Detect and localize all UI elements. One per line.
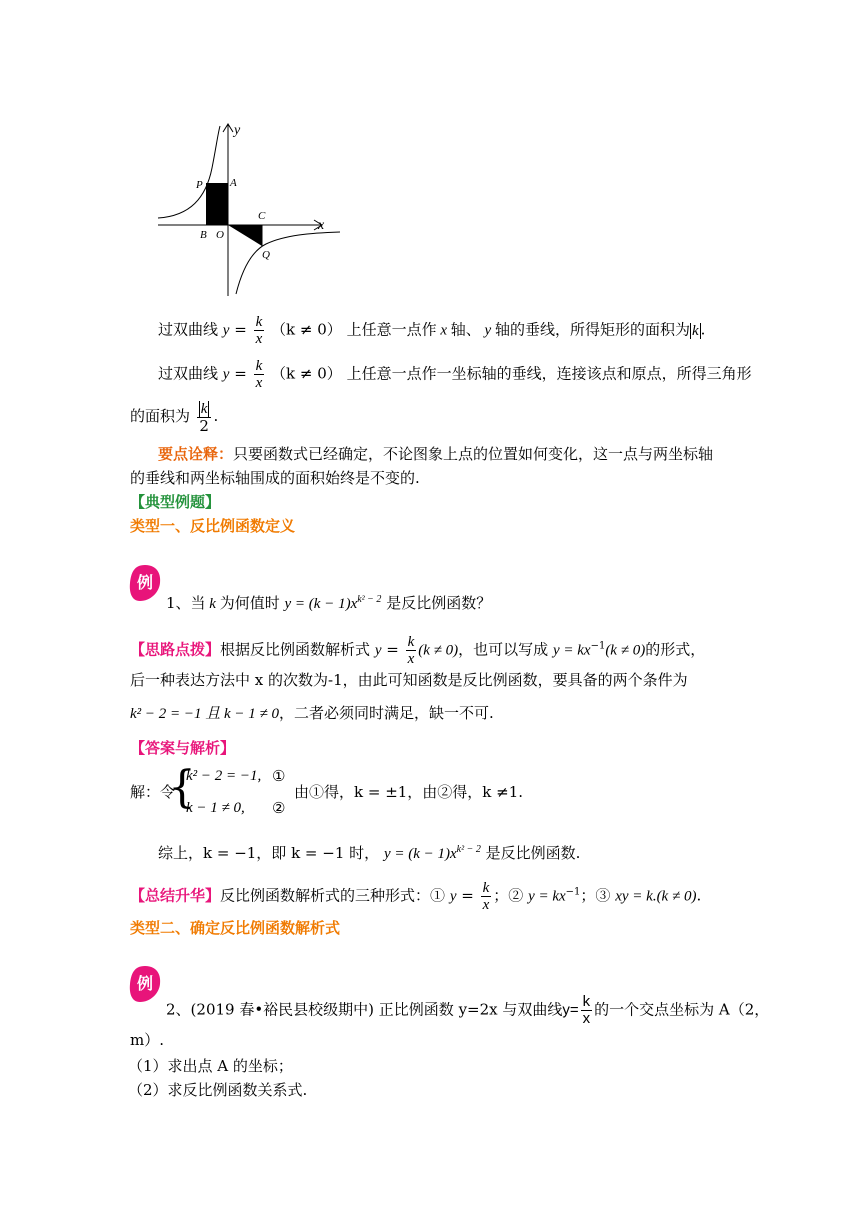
svg-text:例: 例 [137, 974, 154, 993]
point-q-label: Q [262, 249, 270, 261]
hyperbola-branch-lower [236, 232, 340, 294]
key-point-label: 要点诠释： [158, 445, 234, 463]
question-2-line2: m）. [130, 1031, 164, 1049]
paragraph-triangle-area-line2: 的面积为 $\frac{k}{2}$ . [130, 401, 219, 435]
y-axis-label: y [234, 123, 241, 138]
question-2-sub2: （2）求反比例函数关系式. [128, 1081, 308, 1099]
section-typical-examples: 【典型例题】 [130, 493, 221, 511]
fraction-k-over-x: $\frac{k}{x}$ [255, 314, 263, 347]
point-o-label: O [216, 229, 224, 241]
answer-label: 【答案与解析】 [130, 739, 236, 757]
point-b-label: B [200, 229, 207, 241]
example-badge-icon [128, 563, 162, 607]
hint-line2: 后一种表达方法中 x 的次数为-1，由此可知函数是反比例函数，要具备的两个条件为 [130, 671, 688, 689]
paragraph-rectangle-area: 过双曲线 y = $\frac{k}{x}$ （k ≠ 0） 上任意一点作 x 轴、 y 轴的垂线，所得矩形的面积为 k . [158, 314, 706, 347]
type2-heading: 类型二、确定反比例函数解析式 [130, 919, 341, 937]
question-1: 1、当 k 为何值时 $y = (k - 1)x^{k^2 - 2}$ 是反比例函数？ [166, 594, 492, 612]
hyperbola-graph [150, 118, 350, 298]
point-p-label: P [196, 179, 203, 191]
summary-paragraph: 【总结升华】反比例函数解析式的三种形式：① y = $\frac{k}{x}$ ；② $y = kx^{-1}$；③ xy = k.(k ≠ 0). [130, 880, 702, 913]
triangle-ocq [228, 225, 262, 246]
answer-conclusion: 综上，k = −1，即 k = −1 时， $y = (k - 1)x^{k^2 - 2}$ 是反比例函数. [158, 844, 581, 862]
example-badge-icon-2 [128, 964, 162, 1008]
paragraph-triangle-area: 过双曲线 y = $\frac{k}{x}$ （k ≠ 0） 上任意一点作一坐标轴的垂线，连接该点和原点，所得三角形 [158, 358, 752, 391]
svg-text:例: 例 [137, 573, 154, 592]
key-point-note-line2: 的垂线和两坐标轴围成的面积始终是不变的. [130, 469, 420, 487]
summary-label: 【总结升华】 [130, 886, 221, 905]
x-axis-label: x [318, 218, 325, 233]
key-point-note: 要点诠释：只要函数式已经确定，不论图象上点的位置如何变化，这一点与两坐标轴 [158, 445, 714, 463]
abs-k: k [691, 322, 699, 339]
question-2-sub1: （1）求出点 A 的坐标； [128, 1057, 293, 1075]
hint-line3: k² − 2 = −1 且 k − 1 ≠ 0，二者必须同时满足，缺一不可. [130, 704, 494, 722]
question-2: 2、(2019 春•裕民县校级期中) 正比例函数 y=2x 与双曲线y= $\frac{k}{x}$ 的一个交点坐标为 A（2， [166, 993, 770, 1027]
type1-heading: 类型一、反比例函数定义 [130, 517, 296, 535]
hint-label: 【思路点拨】 [130, 640, 221, 659]
point-c-label: C [258, 210, 266, 222]
hint-paragraph: 【思路点拨】根据反比例函数解析式 y = $\frac{k}{x}$ (k ≠ 0)，也可以写成 $y = kx^{-1}(k \ne 0)$的形式， [130, 634, 706, 667]
point-a-label: A [230, 177, 237, 189]
rectangle-pabo [206, 183, 228, 225]
